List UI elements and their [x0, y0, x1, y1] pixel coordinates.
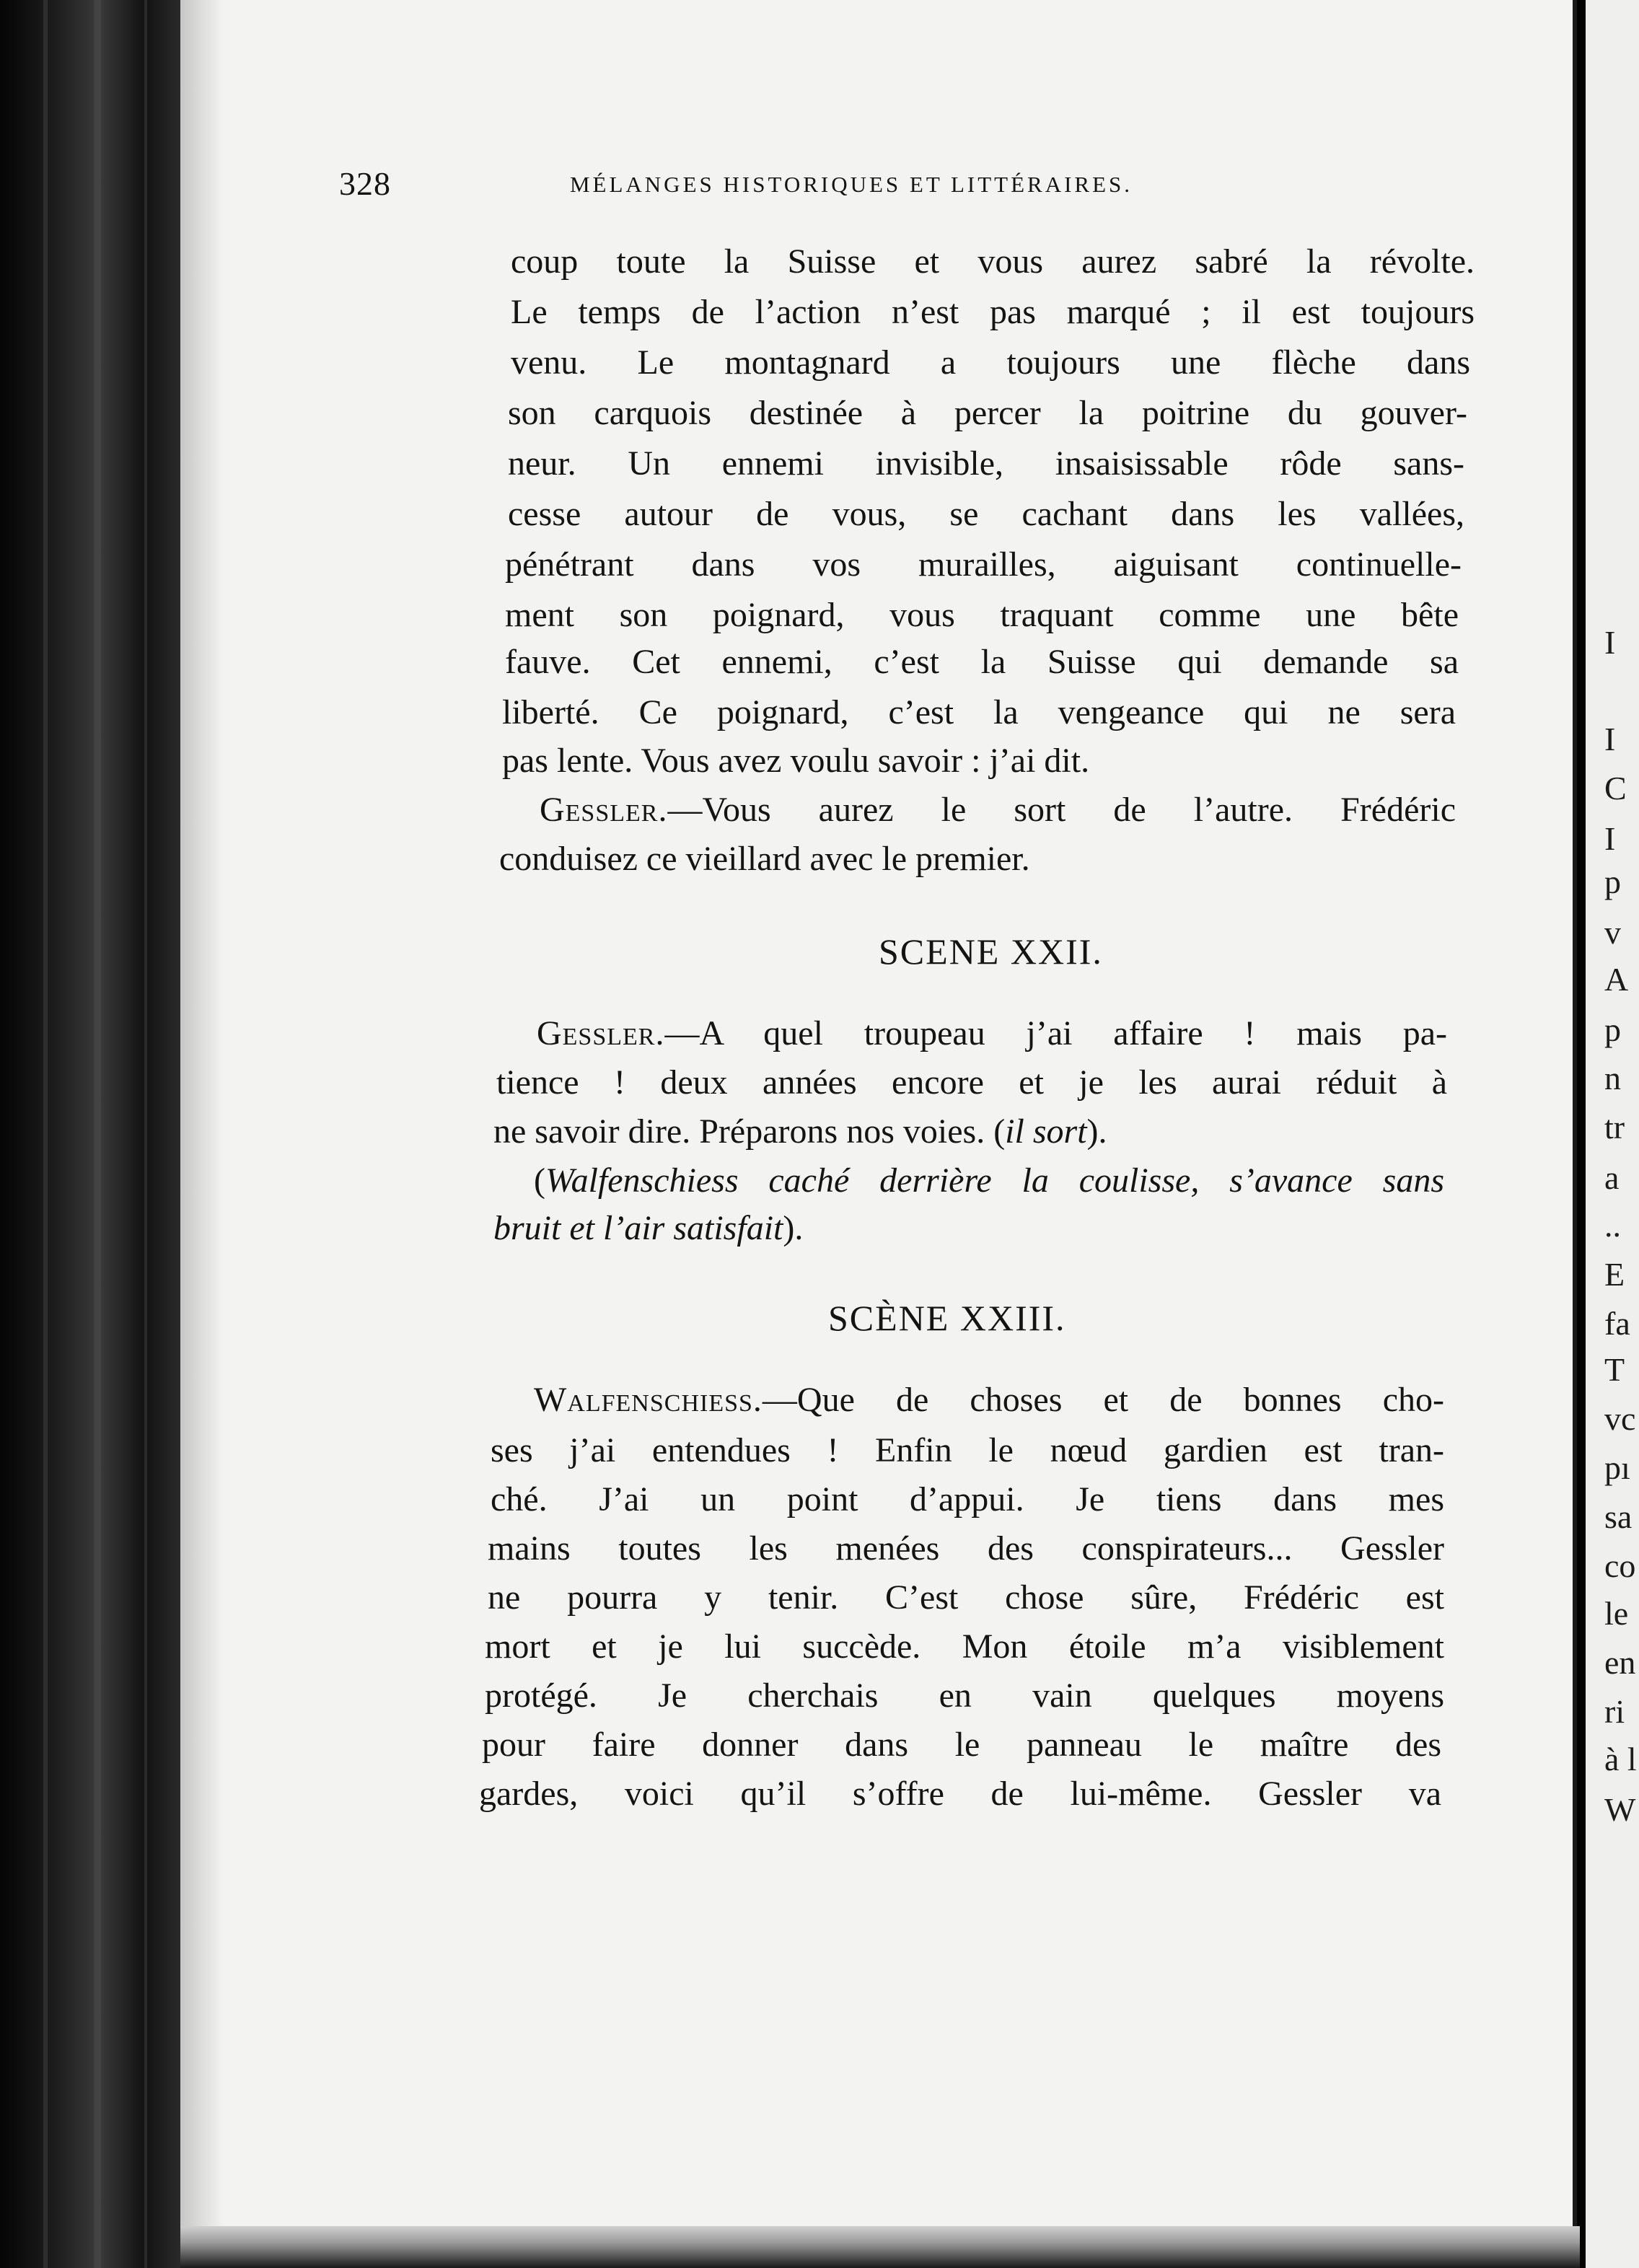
- dialogue-line: [537, 1010, 1447, 1058]
- dialogue-line: gardes, voici qu’il s’offre de lui-même. Gessler va: [479, 1775, 1441, 1813]
- stage-paren: (: [534, 1161, 545, 1200]
- adjacent-text-fragment: v: [1604, 914, 1621, 951]
- text-line: coup toute la Suisse et vous aurez sabré la révolte.: [511, 242, 1475, 281]
- adjacent-text-fragment: p: [1604, 863, 1621, 900]
- dialogue-line: ne pourra y tenir. C’est chose sûre, Frédéric est: [488, 1578, 1444, 1617]
- adjacent-text-fragment: W: [1604, 1791, 1636, 1828]
- adjacent-text-fragment: I: [1604, 820, 1616, 857]
- stage-direction-text: bruit et l’air satisfait: [493, 1209, 783, 1247]
- dialogue-line: mains toutes les menées des conspirateurs... Gessler: [488, 1529, 1444, 1568]
- dialogue-text: —Vous aurez le sort de l’autre. Frédéric: [667, 791, 1456, 829]
- book-binding: [0, 0, 180, 2268]
- adjacent-text-fragment: sa: [1604, 1498, 1633, 1535]
- speaker-name: Gessler.: [537, 1014, 665, 1052]
- page-header: [339, 159, 1306, 209]
- adjacent-text-fragment: I: [1604, 624, 1616, 661]
- dialogue-line: tience ! deux années encore et je les aurai réduit à: [496, 1063, 1447, 1102]
- adjacent-text-fragment: le: [1604, 1595, 1629, 1632]
- adjacent-text-fragment: C: [1604, 770, 1627, 806]
- dialogue-text: ne savoir dire. Préparons nos voies. (: [493, 1112, 1006, 1151]
- stage-paren: ).: [783, 1209, 804, 1247]
- adjacent-text-fragment: T: [1604, 1351, 1625, 1388]
- adjacent-text-fragment: pı: [1604, 1449, 1630, 1486]
- text-line: Le temps de l’action n’est pas marqué ; il est toujours: [511, 293, 1475, 331]
- scene-heading: SCÈNE XXIII.: [828, 1298, 1066, 1338]
- text-line: son carquois destinée à percer la poitrine du gouver-: [508, 394, 1467, 432]
- text-line: fauve. Cet ennemi, c’est la Suisse qui demande sa: [505, 643, 1459, 681]
- text-line: liberté. Ce poignard, c’est la vengeance qui ne sera: [502, 693, 1456, 731]
- text-line: venu. Le montagnard a toujours une flèche dans: [511, 343, 1470, 382]
- adjacent-text-fragment: ri: [1604, 1693, 1625, 1730]
- page-bottom-edge: [180, 2226, 1580, 2268]
- adjacent-text-fragment: a: [1604, 1159, 1620, 1196]
- adjacent-text-fragment: ..: [1604, 1207, 1621, 1244]
- stage-direction: [534, 1157, 1444, 1205]
- adjacent-text-fragment: à l: [1604, 1741, 1637, 1777]
- stage-direction-text: Walfenschiess caché derrière la coulisse, s’avance sans: [545, 1161, 1444, 1200]
- dialogue-text: ).: [1086, 1112, 1107, 1151]
- dialogue-line: mort et je lui succède. Mon étoile m’a visiblement: [485, 1627, 1444, 1666]
- text-line: neur. Un ennemi invisible, insaisissable rôde sans-: [508, 444, 1464, 483]
- adjacent-text-fragment: A: [1604, 961, 1629, 998]
- speaker-name: Gessler.: [540, 791, 668, 829]
- dialogue-line: protégé. Je cherchais en vain quelques moyens: [485, 1676, 1444, 1715]
- adjacent-text-fragment: I: [1604, 721, 1616, 757]
- speaker-name: Walfenschiess.: [534, 1381, 763, 1419]
- scene-heading: SCENE XXII.: [879, 931, 1103, 972]
- dialogue-line: [540, 786, 1456, 834]
- adjacent-text-fragment: p: [1604, 1011, 1621, 1048]
- dialogue-text: —Que de choses et de bonnes cho-: [762, 1381, 1444, 1419]
- stage-direction: [493, 1205, 1444, 1252]
- text-line: pas lente. Vous avez voulu savoir : j’ai dit.: [502, 742, 1090, 780]
- adjacent-text-fragment: fa: [1604, 1305, 1630, 1342]
- page-number: 328: [339, 165, 391, 202]
- adjacent-page-edge: [1580, 0, 1639, 2268]
- dialogue-line: [534, 1376, 1444, 1424]
- running-head: MÉLANGES HISTORIQUES ET LITTÉRAIRES.: [569, 172, 1133, 197]
- page-gutter-shadow: [180, 0, 224, 2226]
- dialogue-text: —A quel troupeau j’ai affaire ! mais pa-: [664, 1014, 1447, 1052]
- adjacent-text-fragment: n: [1604, 1060, 1621, 1096]
- dialogue-line: pour faire donner dans le panneau le maître des: [482, 1726, 1441, 1764]
- text-line: cesse autour de vous, se cachant dans les vallées,: [508, 495, 1464, 533]
- stage-direction: il sort: [1005, 1112, 1087, 1151]
- adjacent-text-fragment: en: [1604, 1644, 1636, 1681]
- adjacent-text-fragment: co: [1604, 1547, 1636, 1584]
- text-line: ment son poignard, vous traquant comme une bête: [505, 596, 1459, 634]
- dialogue-line: conduisez ce vieillard avec le premier.: [499, 840, 1030, 878]
- adjacent-text-fragment: E: [1604, 1256, 1625, 1293]
- dialogue-line: ché. J’ai un point d’appui. Je tiens dans mes: [491, 1480, 1444, 1518]
- adjacent-text-fragment: vc: [1604, 1400, 1636, 1437]
- text-line: pénétrant dans vos murailles, aiguisant continuelle-: [505, 545, 1462, 584]
- adjacent-text-fragment: tr: [1604, 1109, 1625, 1146]
- dialogue-line: ses j’ai entendues ! Enfin le nœud gardien est tran-: [491, 1431, 1444, 1469]
- dialogue-line: [493, 1108, 1444, 1156]
